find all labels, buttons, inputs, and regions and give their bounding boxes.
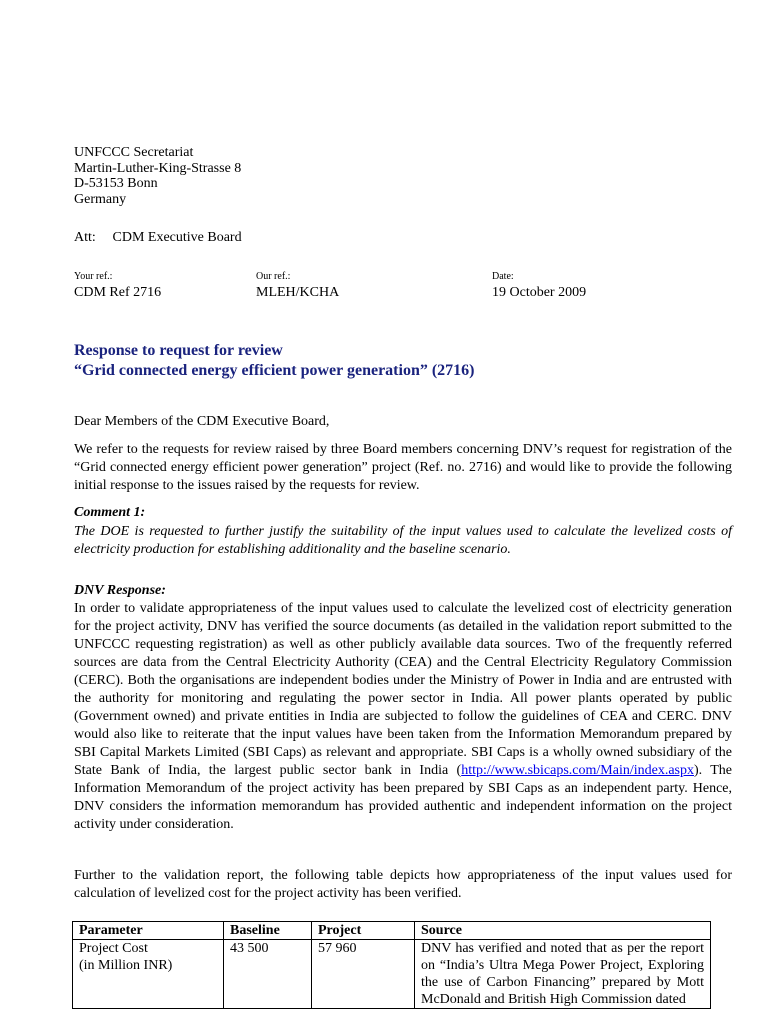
date-label: Date:: [492, 271, 514, 282]
salutation: Dear Members of the CDM Executive Board,: [74, 414, 330, 429]
attention-line: [74, 230, 242, 246]
header-baseline: Baseline: [224, 922, 312, 940]
address-line: UNFCCC Secretariat: [74, 145, 194, 160]
cell-parameter: [73, 940, 224, 1009]
your-ref-value: CDM Ref 2716: [74, 285, 162, 300]
further-paragraph: Further to the validation report, the following table depicts how appropriateness of the input values used for calculation of levelized cost for the project activity has been verified.: [74, 868, 732, 901]
cell-baseline: 43 500: [224, 940, 312, 1009]
recipient-address: [74, 145, 241, 207]
letter-title: [74, 341, 475, 381]
your-ref-label: Your ref.:: [74, 271, 113, 282]
title-line: Response to request for review: [74, 342, 283, 359]
sbicaps-link[interactable]: http://www.sbicaps.com/Main/index.aspx: [461, 763, 694, 778]
date-value: 19 October 2009: [492, 285, 587, 300]
header-project: Project: [312, 922, 415, 940]
address-line: Germany: [74, 191, 127, 207]
response-text-end: ). The Information Memorandum of the project activity has been prepared by SBI Caps as an independent party. Hence, DNV considers the information memorandum has provided authentic and independent information on the project activity under consideration.: [74, 763, 733, 832]
response-heading: DNV Response:: [74, 583, 166, 598]
comment-text: The DOE is requested to further justify the suitability of the input values used to calculate the levelized costs of electricity production for establishing additionality and the baseline scenario.: [74, 524, 732, 557]
response-text: In order to validate appropriateness of the input values used to calculate the levelized cost of electricity generation for the project activity, DNV has verified the source documents (as detailed in the validation report submitted to the UNFCCC requesting registration) as well as other publicly available data sources. Two of the frequently referred sources are data from the Central Electricity Authority (CEA) and the Central Electricity Regulatory Commission (CERC). Both the organisations are independent bodies under the Ministry of Power in India and are entrusted with the authority for monitoring and regulating the power sector in India. All power plants operated by public (Government owned) and private entities in India are subjected to follow the guidelines of CEA and CERC. DNV would also like to reiterate that the input values have been taken from the Information Memorandum prepared by SBI Capital Markets Limited (SBI Caps) as relevant and appropriate. SBI Caps is a wholly owned subsidiary of the State Bank of India, the largest public sector bank in India (: [74, 601, 732, 778]
parameter-line: (in Million INR): [79, 958, 173, 973]
attention-label: Att:: [74, 230, 96, 245]
cell-project: 57 960: [312, 940, 415, 1009]
attention-value: CDM Executive Board: [112, 230, 242, 245]
parameter-line: Project Cost: [79, 941, 148, 956]
address-line: Martin-Luther-King-Strasse 8: [74, 160, 242, 176]
address-line: D-53153 Bonn: [74, 176, 158, 191]
intro-paragraph: We refer to the requests for review raised by three Board members concerning DNV’s request for registration of the “Grid connected energy efficient power generation” project (Ref. no. 2716) and would like to provide the following initial response to the issues raised by the requests for review.: [74, 442, 732, 493]
cell-source: DNV has verified and noted that as per the report on “India’s Ultra Mega Power Project, Exploring the use of Carbon Financing” prepared by Mott McDonald and British High Commission dated: [415, 940, 711, 1009]
header-parameter: Parameter: [73, 922, 224, 940]
our-ref-value: MLEH/KCHA: [256, 285, 340, 300]
header-source: Source: [415, 922, 711, 940]
our-ref-label: Our ref.:: [256, 271, 291, 282]
table-header-row: [73, 922, 711, 940]
comment-heading: Comment 1:: [74, 505, 146, 520]
response-paragraph: [74, 600, 732, 834]
input-values-table: [72, 921, 711, 1009]
title-line: “Grid connected energy efficient power generation” (2716): [74, 362, 475, 379]
table-row: [73, 940, 711, 1009]
